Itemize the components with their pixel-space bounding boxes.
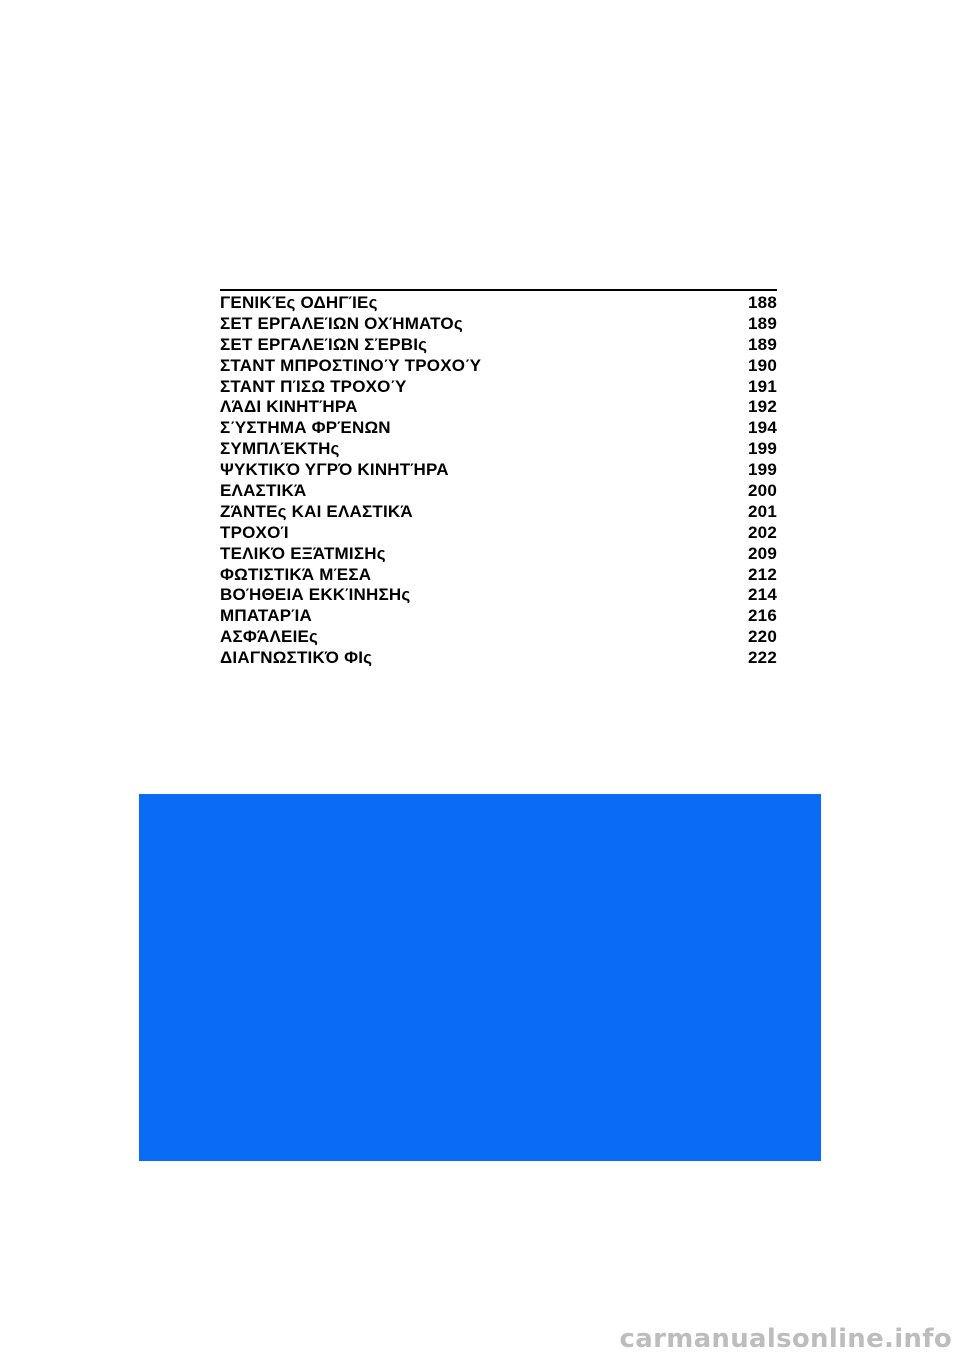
toc-entry[interactable] [220, 314, 777, 335]
toc-entry-page: 189 [748, 334, 777, 354]
toc-entry[interactable] [220, 377, 777, 398]
toc-entry-page: 199 [748, 439, 777, 459]
toc-entry-title: ΜΠΑΤΑΡΊΑ [220, 606, 312, 626]
toc-entry-title: ΖΆΝΤΕς ΚΑΙ ΕΛΑΣΤΙΚΆ [220, 501, 413, 521]
toc-entry[interactable] [220, 335, 777, 356]
toc-entry-title: ΑΣΦΆΛΕΙΕς [220, 627, 319, 647]
toc-entry[interactable] [220, 585, 777, 606]
toc-entry-title: ΒΟΉΘΕΙΑ ΕΚΚΊΝΗΣΗς [220, 585, 411, 605]
toc-entry-page: 200 [748, 481, 777, 501]
toc-entry[interactable] [220, 460, 777, 481]
toc-entry-title: ΕΛΑΣΤΙΚΆ [220, 481, 307, 501]
toc-entry-page: 220 [748, 627, 777, 647]
toc-entry-page: 191 [748, 376, 777, 396]
toc-entry-page: 212 [748, 564, 777, 584]
toc-entry-page: 222 [748, 648, 777, 668]
toc-entry-title: ΨΥΚΤΙΚΌ ΥΓΡΌ ΚΙΝΗΤΉΡΑ [220, 460, 449, 480]
toc-entry-page: 194 [748, 418, 777, 438]
toc-entry-page: 202 [748, 522, 777, 542]
toc-entry-title: ΛΆΔΙ ΚΙΝΗΤΉΡΑ [220, 397, 358, 417]
toc-entry-page: 189 [748, 313, 777, 333]
toc-entry-title: ΦΩΤΙΣΤΙΚΆ ΜΈΣΑ [220, 564, 372, 584]
toc-entry[interactable] [220, 418, 777, 439]
toc-entry[interactable] [220, 523, 777, 544]
blue-panel [139, 794, 821, 1161]
toc-entry-page: 188 [748, 293, 777, 312]
toc-entry[interactable] [220, 648, 777, 669]
toc-entry-page: 216 [748, 606, 777, 626]
toc-entry-page: 214 [748, 585, 777, 605]
toc-entry-title: ΣΕΤ ΕΡΓΑΛΕΊΩΝ ΟΧΉΜΑΤΟς [220, 313, 463, 333]
toc-entry-page: 199 [748, 460, 777, 480]
toc-entry[interactable] [220, 397, 777, 418]
toc-entry[interactable] [220, 502, 777, 523]
toc-entry-title: ΣΎΣΤΗΜΑ ΦΡΈΝΩΝ [220, 418, 391, 438]
table-of-contents [220, 289, 777, 669]
toc-entry-title: ΣΕΤ ΕΡΓΑΛΕΊΩΝ ΣΈΡΒΙς [220, 334, 428, 354]
toc-entry[interactable] [220, 481, 777, 502]
toc-entry[interactable] [220, 606, 777, 627]
toc-entry-page: 209 [748, 543, 777, 563]
toc-entry[interactable] [220, 293, 777, 314]
toc-entry-page: 201 [748, 501, 777, 521]
toc-entry-page: 190 [748, 355, 777, 375]
toc-entry-title: ΤΡΟΧΟΊ [220, 522, 289, 542]
toc-entry[interactable] [220, 565, 777, 586]
toc-entry[interactable] [220, 544, 777, 565]
toc-entry-title: ΣΤΑΝΤ ΜΠΡΟΣΤΙΝΟΎ ΤΡΟΧΟΎ [220, 355, 482, 375]
watermark: carmanualsonline.info [619, 1324, 952, 1354]
toc-entry-page: 192 [748, 397, 777, 417]
toc-entry-title: ΤΕΛΙΚΌ ΕΞΆΤΜΙΣΗς [220, 543, 386, 563]
toc-entry-title: ΣΤΑΝΤ ΠΊΣΩ ΤΡΟΧΟΎ [220, 376, 407, 396]
toc-entry-title: ΔΙΑΓΝΩΣΤΙΚΌ ΦΙς [220, 648, 373, 668]
toc-entry[interactable] [220, 439, 777, 460]
toc-entry[interactable] [220, 356, 777, 377]
toc-entry[interactable] [220, 627, 777, 648]
toc-entry-title: ΣΥΜΠΛΈΚΤΗς [220, 439, 340, 459]
toc-entry-title: ΓΕΝΙΚΈς ΟΔΗΓΊΕς [220, 293, 378, 312]
